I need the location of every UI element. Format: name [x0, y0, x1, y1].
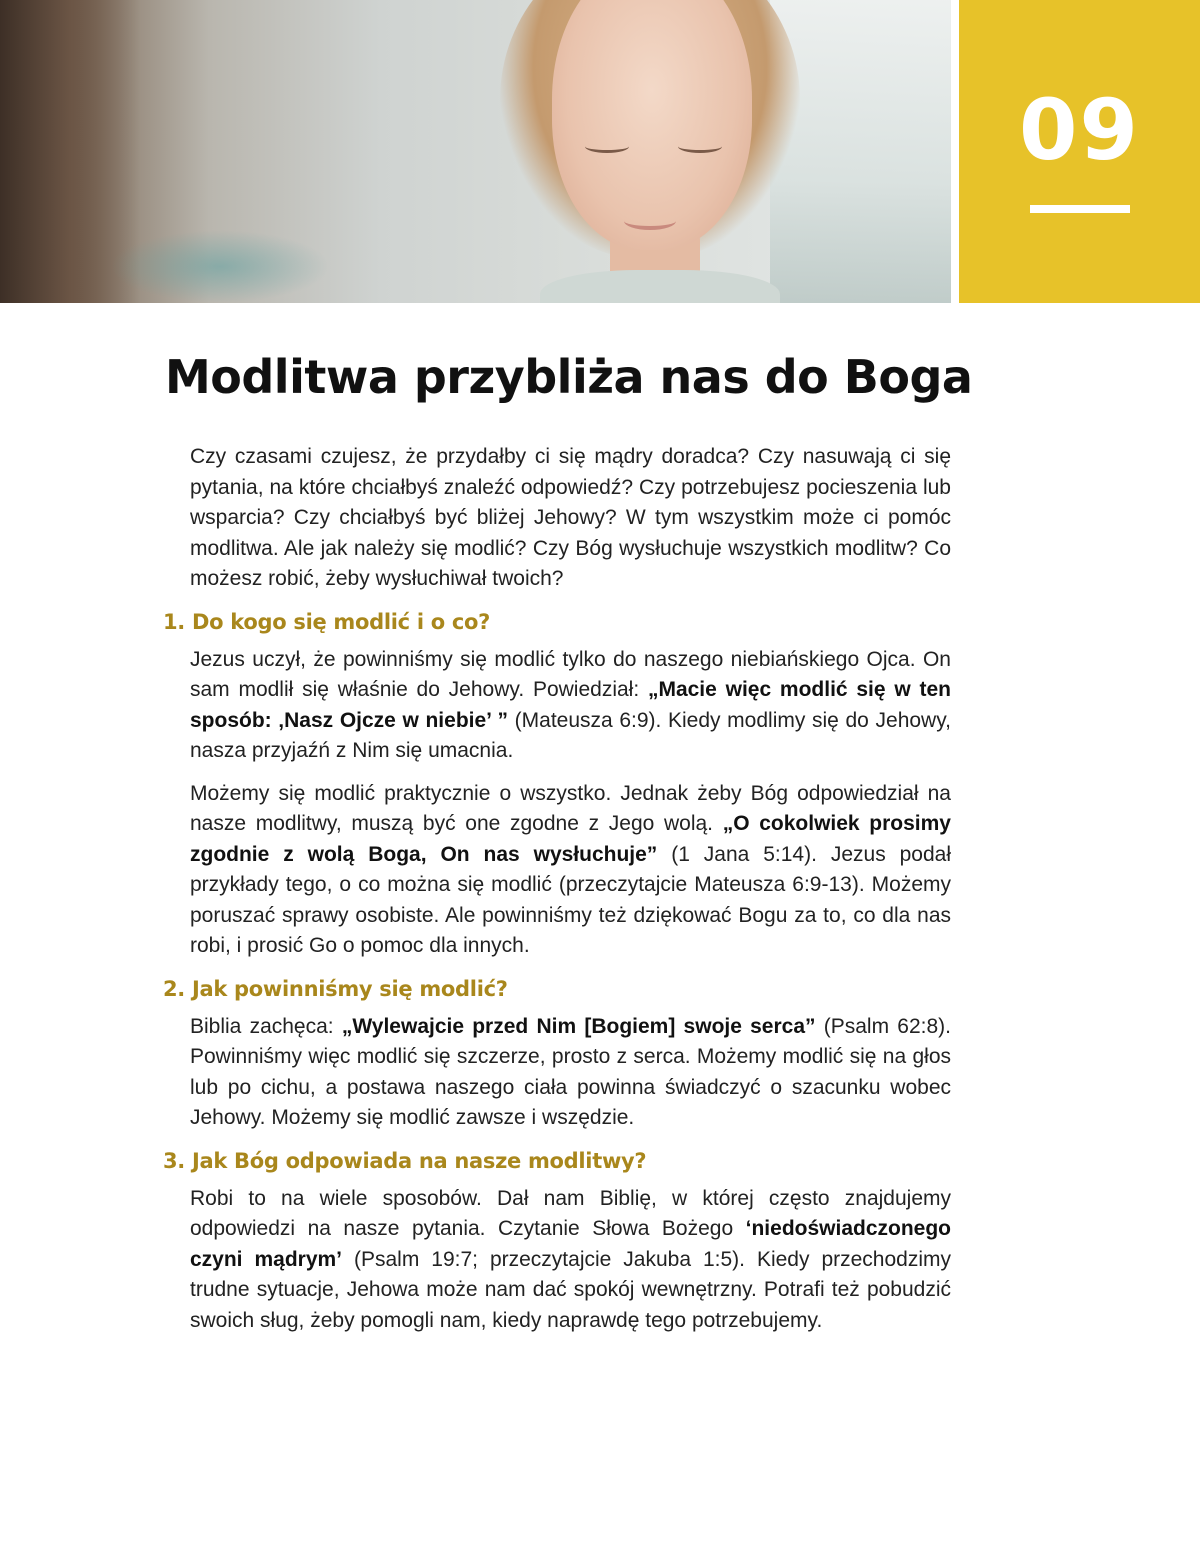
photo-eye-left [585, 140, 629, 153]
section-1-heading: 1. Do kogo się modlić i o co? [163, 609, 491, 634]
photo-shirt [540, 270, 780, 303]
text-run: (Mateusza 6:9). Kiedy modlimy się do Jehowy, nasza przyjaźń z Nim się umacnia. [190, 708, 951, 762]
text-run: Robi to na wiele sposobów. Dał nam Biblię, w której często znajdujemy odpowiedzi na nasze pytania. Czytanie Słowa Bożego [190, 1186, 951, 1240]
photo-window [770, 0, 951, 303]
page-title: Modlitwa przybliża nas do Boga [165, 350, 973, 404]
section-1-paragraph-1 [190, 645, 951, 767]
chapter-underline [1030, 205, 1130, 213]
scripture-quote: „O cokolwiek prosimy zgodnie z wolą Boga, On nas wysłuchuje” [190, 812, 951, 866]
article-body [163, 442, 951, 1348]
text-run: Biblia zachęca: [190, 1014, 342, 1038]
intro-paragraph: Czy czasami czujesz, że przydałby ci się mądry doradca? Czy nasuwają ci się pytania, na które chciałbyś znaleźć odpowiedź? Czy potrzebujesz pocieszenia lub wsparcia? Czy chciałbyś być bliżej Jehowy? W tym wszystkim może ci pomóc modlitwa. Ale jak należy się modlić? Czy Bóg wysłuchuje wszystkich modlitw? Co możesz robić, żeby wysłuchiwał twoich? [190, 445, 951, 590]
section-2-paragraph-1 [190, 1012, 951, 1134]
text-run: Możemy się modlić praktycznie o wszystko. Jednak żeby Bóg odpowiedział na nasze modlitwy, muszą być one zgodne z Jego wolą. [190, 781, 951, 835]
text-run: (1 Jana 5:14). Jezus podał przykłady tego, o co można się modlić (przeczytajcie Mateusza 6:9-13). Możemy poruszać sprawy osobiste. Ale powinniśmy też dziękować Bogu za to, co dla nas robi, i prosić Go o pomoc dla innych. [190, 842, 951, 957]
scripture-quote: „Macie więc modlić się w ten sposób: ‚Nasz Ojcze w niebie’ ” [190, 678, 951, 732]
text-run: Jezus uczył, że powinniśmy się modlić tylko do naszego niebiańskiego Ojca. On sam modlił się właśnie do Jehowy. Powiedział: [190, 647, 951, 701]
text-run: (Psalm 62:8). Powinniśmy więc modlić się szczerze, prosto z serca. Możemy modlić się na głos lub po cichu, a postawa naszego ciała powinna świadczyć o szacunku wobec Jehowy. Możemy się modlić zawsze i wszędzie. [190, 1014, 951, 1129]
photo-eye-right [678, 140, 722, 153]
chapter-badge [959, 0, 1200, 303]
photo-mouth [624, 212, 676, 230]
photo-background-blur [110, 230, 330, 303]
chapter-number: 09 [1019, 81, 1140, 179]
scripture-quote: ‘niedoświadczonego czyni mądrym’ [190, 1217, 951, 1271]
section-2-heading: 2. Jak powinniśmy się modlić? [163, 976, 508, 1001]
scripture-quote: „Wylewajcie przed Nim [Bogiem] swoje serca” [341, 1014, 816, 1038]
header-photo [0, 0, 951, 303]
section-3-paragraph-1 [190, 1184, 951, 1337]
section-1-paragraph-2 [190, 779, 951, 962]
text-run: (Psalm 19:7; przeczytajcie Jakuba 1:5). Kiedy przechodzimy trudne sytuacje, Jehowa może nam dać spokój wewnętrzny. Potrafi też pobudzić swoich sług, żeby pomogli nam, kiedy naprawdę tego potrzebujemy. [190, 1247, 951, 1332]
section-3-heading: 3. Jak Bóg odpowiada na nasze modlitwy? [163, 1148, 647, 1173]
